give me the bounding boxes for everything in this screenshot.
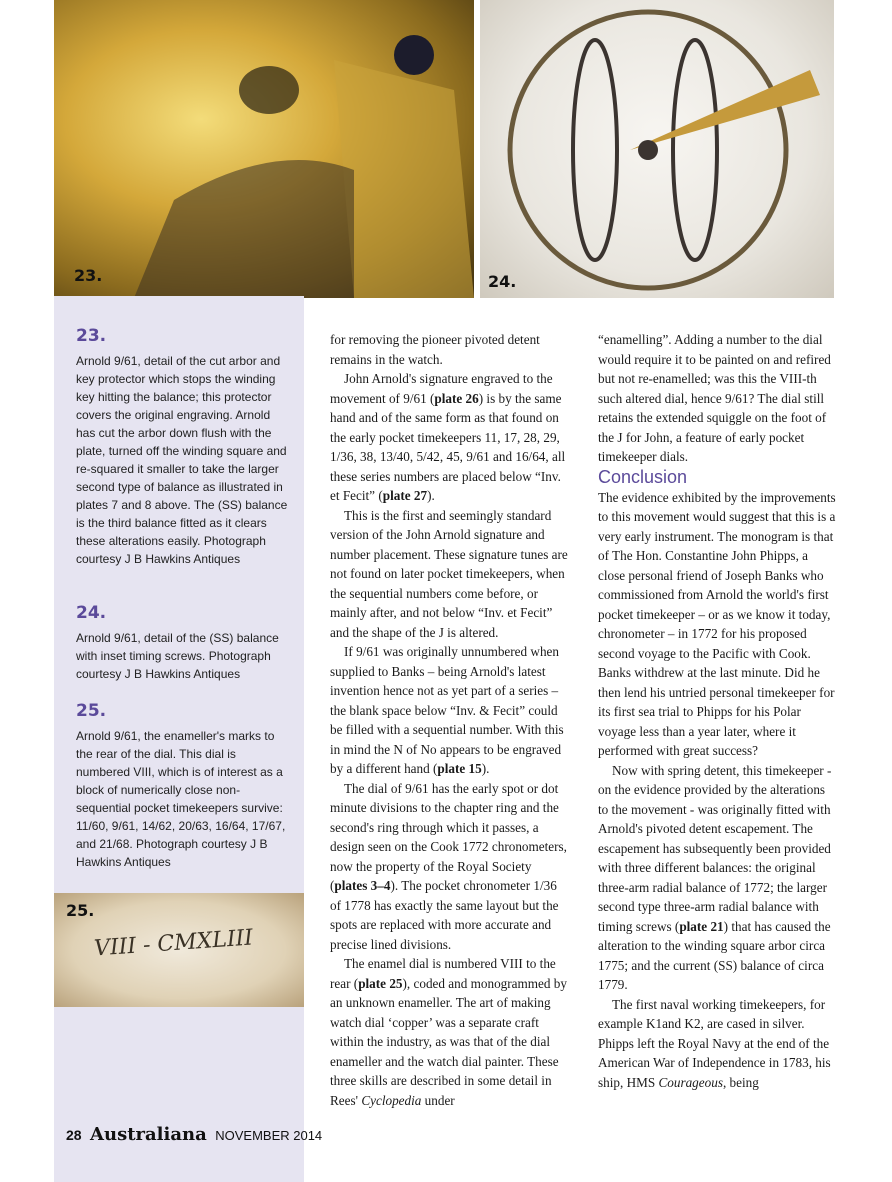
page-footer [66, 1124, 322, 1145]
caption-text: Arnold 9/61, detail of the cut arbor and key protector which stops the winding key hitting the balance; this protector covers the original engraving. Arnold has cut the arbor down flush with the plate, turned off the winding square and re-squared it smaller to take the larger second type of balance as illustrated in plates 7 and 8 above. The (SS) balance is the third balance fitted as it clears these alterations easily. Photograph courtesy J B Hawkins Antiques [76, 354, 288, 566]
paragraph: “enamelling”. Adding a number to the dial would require it to be painted on and refired but not re-enamelled; was this the VIII-th such altered dial, hence 9/61? The dial still retains the extended squiggle on the foot of the J for John, a feature of early pocket timekeeper dials. [598, 332, 831, 464]
paragraph: for removing the pioneer pivoted detent remains in the watch. [330, 332, 540, 367]
caption-number: 23. [76, 326, 107, 346]
plate-24-image [480, 0, 834, 298]
section-heading: Conclusion [598, 466, 688, 487]
paragraph: This is the first and seemingly standard version of the John Arnold signature and number placement. These signature tunes are not found on later pocket timekeepers, when the sequential numbers come before, or mainly after, and not below “Inv. et Fecit” and the shape of the J is altered. [330, 507, 568, 640]
caption-text: Arnold 9/61, the enameller's marks to the rear of the dial. This dial is numbered VIII, which is of interest as a block of numerically close non-sequential pocket timekeepers survive: 11/60, 9/61, 14/62, 20/63, 16/64, 17/67, and 21/68. Photograph courtesy J B Hawkins Antiques [76, 729, 286, 869]
magazine-title: Australiana [90, 1124, 207, 1145]
plate-24-number: 24. [488, 272, 517, 291]
paragraph: The first naval working timekeepers, for example K1and K2, are cased in silver. Phipps left the Royal Navy at the end of the American War of Independence in 1783, his ship, HMS Courageous, being [598, 996, 831, 1090]
plate-23-image [54, 0, 474, 298]
paragraph: The enamel dial is numbered VIII to the rear (plate 25), coded and monogrammed by an unknown enameller. The art of making watch dial ‘copper’ was a separate craft within the industry, as was that of the dial enameller and the watch dial painter. These three skills are described in some detail in Rees' Cyclopedia under [330, 956, 567, 1108]
article-column-2 [598, 330, 838, 1092]
caption-text: Arnold 9/61, detail of the (SS) balance with inset timing screws. Photograph courtesy J B Hawkins Antiques [76, 631, 279, 681]
issue-date: NOVEMBER 2014 [215, 1128, 323, 1143]
caption-number: 24. [76, 603, 107, 623]
paragraph: If 9/61 was originally unnumbered when supplied to Banks – being Arnold's latest invention hence not as yet part of a series – the blank space below “Inv. & Fecit” could be filled with a sequential number. With this in mind the N of No appears to be engraved by a different hand (plate 15). [330, 644, 564, 776]
paragraph: The dial of 9/61 has the early spot or dot minute divisions to the chapter ring and the second's ring through which it passes, a design seen on the Cook 1772 chronometers, now the property of the Royal Society (plates 3–4). The pocket chronometer 1/36 of 1778 has exactly the same layout but the spots are replaced with more accurate and precise lined divisions. [330, 780, 567, 952]
caption-23 [76, 326, 291, 568]
photo-plate-23 [54, 0, 474, 298]
caption-24 [76, 603, 291, 683]
plate-25-number: 25. [66, 901, 95, 920]
caption-number: 25. [76, 701, 107, 721]
paragraph: Now with spring detent, this timekeeper - on the evidence provided by the alterations to the movement - was originally fitted with Arnold's pivoted detent escapement. The escapement has subsequently been provided with three different balances: the original three-arm radial balance of 1772; the larger second type three-arm radial balance with timing screws (plate 21) that has caused the alteration to the winding square arbor circa 1775; and the current (SS) balance of circa 1779. [598, 762, 832, 992]
caption-25 [76, 701, 291, 871]
paragraph: John Arnold's signature engraved to the movement of 9/61 (plate 26) is by the same hand and of the same form as that found on the early pocket timekeepers 11, 17, 28, 29, 1/36, 38, 13/40, 5/42, 45, 9/61 and 16/64, all these series numbers are placed below “Inv. et Fecit” (plate 27). [330, 371, 566, 503]
page-number: 28 [66, 1127, 82, 1143]
paragraph: The evidence exhibited by the improvements to this movement would suggest that this is a very early instrument. The monogram is that of The Hon. Constantine John Phipps, a close personal friend of Joseph Banks who commissioned from Arnold the world's first pocket timekeeper – or as we know it today, chronometer – in 1772 for his proposed second voyage to the Pacific with Cook. Banks withdrew at the last minute. Did he then lend his untried personal timekeeper for its first sea trial to Phipps for his Polar voyage less than a year later, where it performed with great success? [598, 489, 836, 758]
enameller-inscription: VIII - CMXLIII [93, 925, 254, 962]
article-column-1 [330, 330, 570, 1110]
plate-23-number: 23. [74, 266, 103, 285]
photo-plate-24 [480, 0, 834, 298]
photo-plate-25 [54, 893, 304, 1007]
